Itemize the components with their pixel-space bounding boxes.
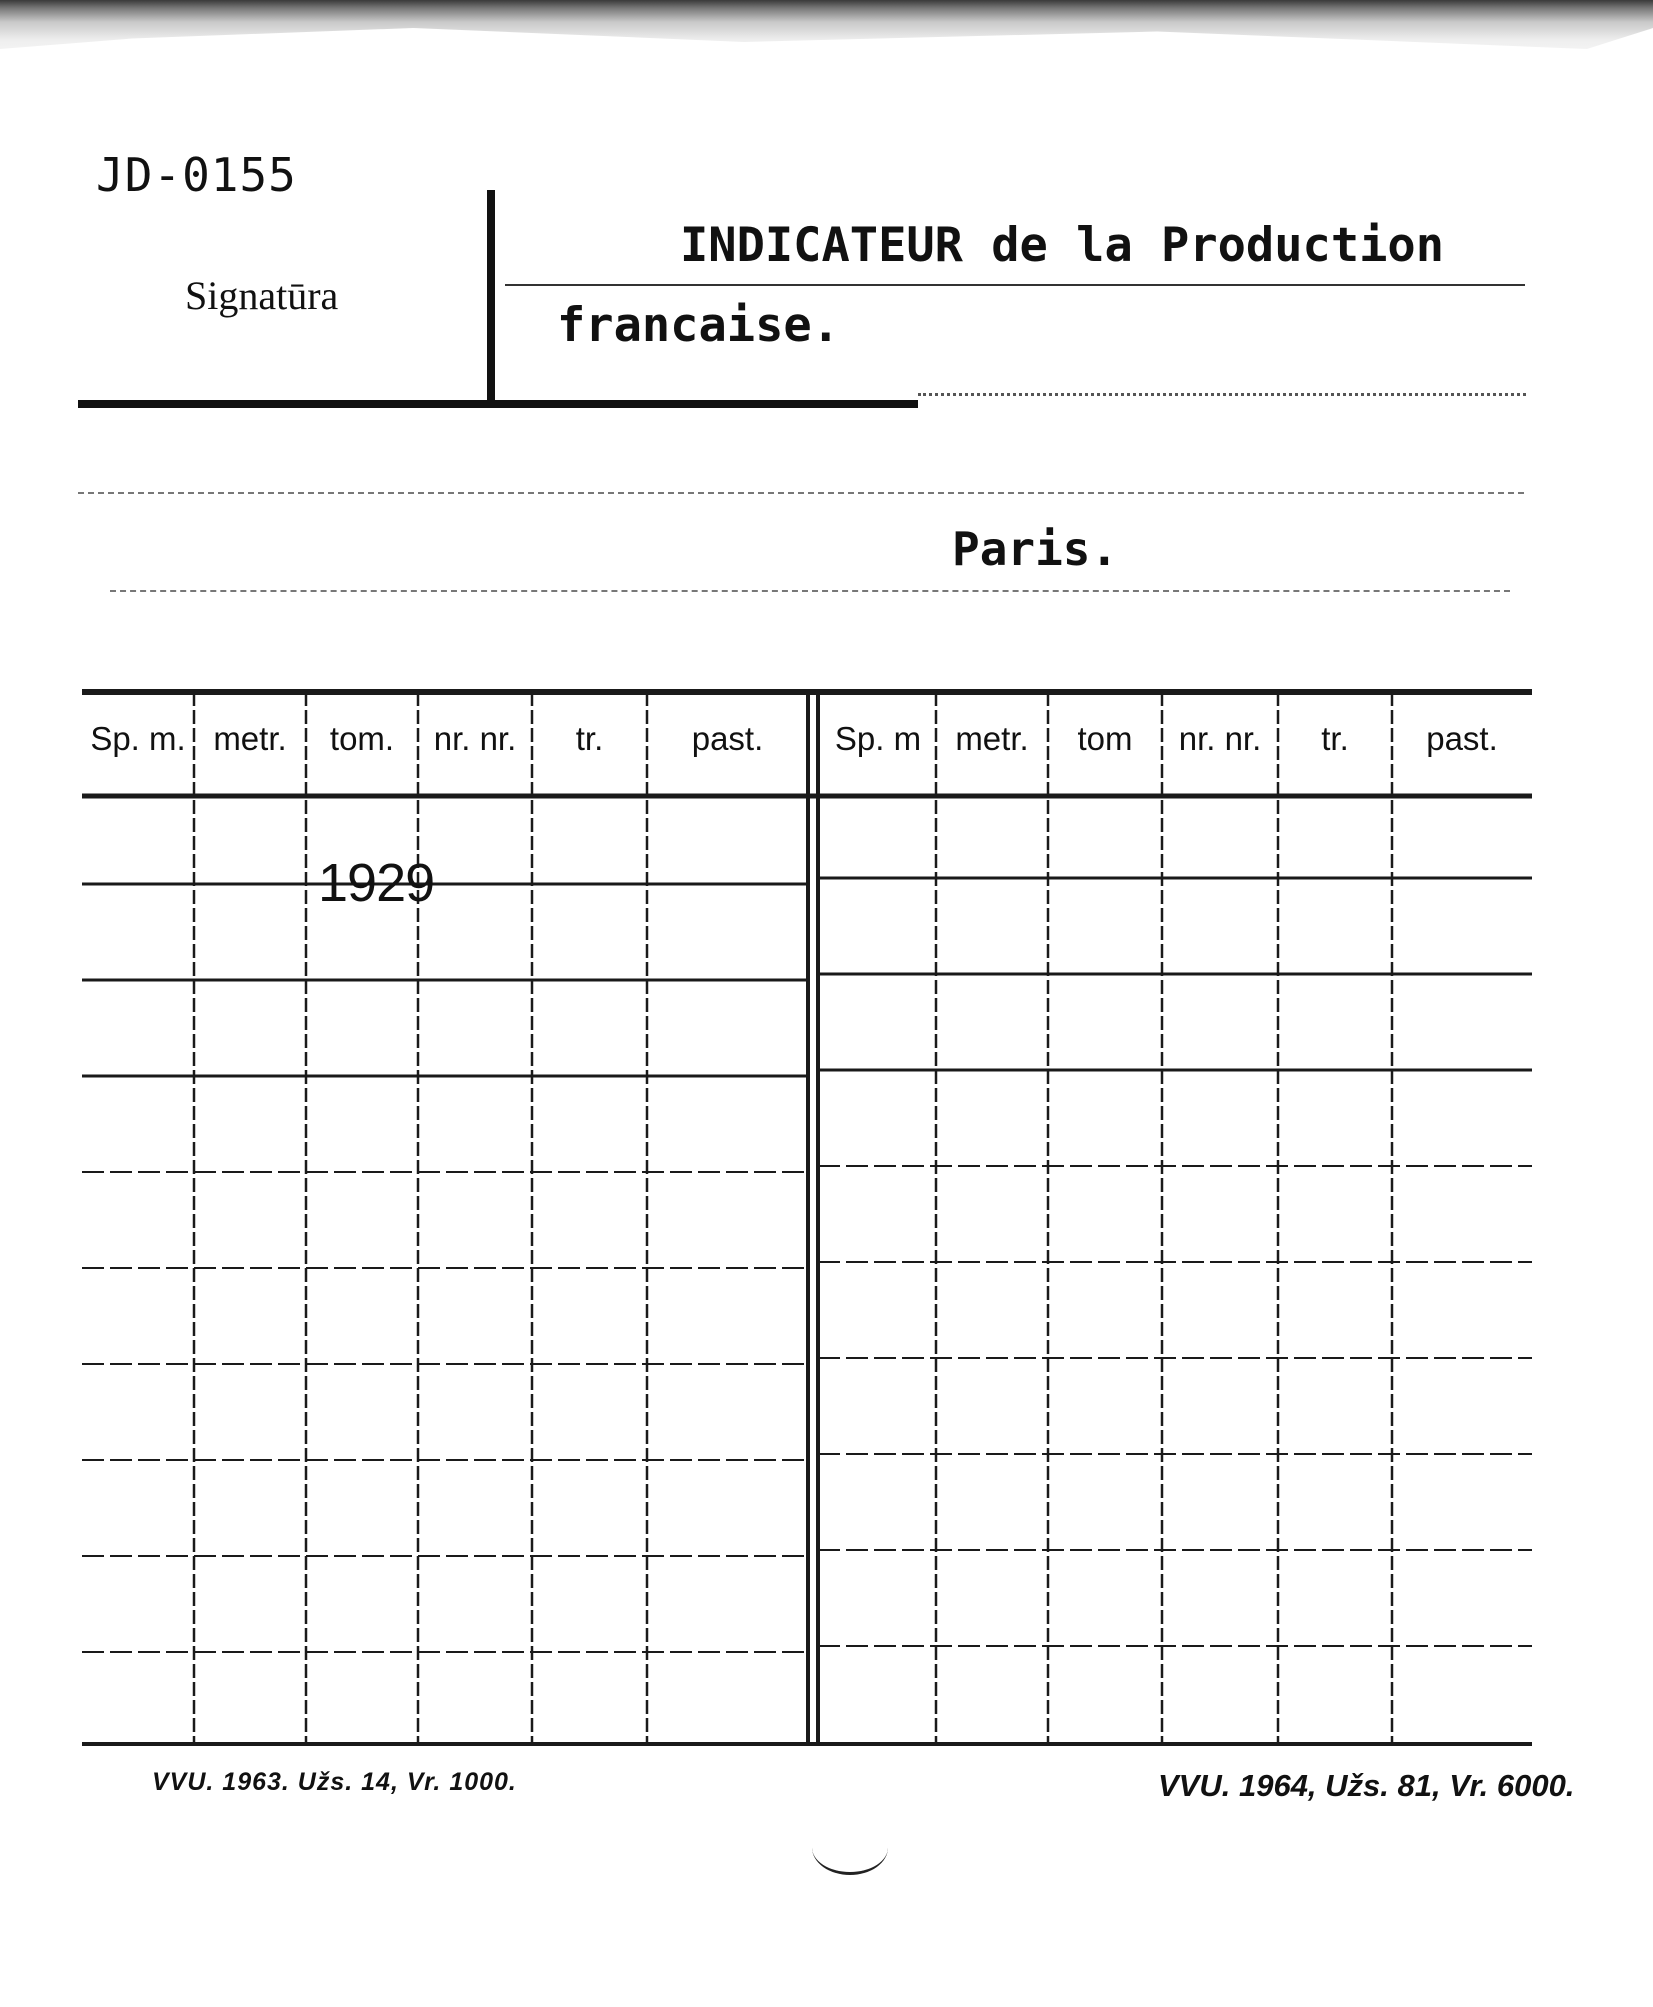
title-line-1: INDICATEUR de la Production <box>680 218 1445 273</box>
right-column-header: nr. nr. <box>1178 720 1262 757</box>
holdings-ledger-table <box>82 684 1532 1750</box>
ledger-grid <box>82 684 1532 1750</box>
header-vertical-divider <box>487 190 495 400</box>
reference-code: JD-0155 <box>96 148 297 202</box>
archive-note-right: VVU. 1964, Užs. 81, Vr. 6000. <box>1158 1768 1575 1803</box>
blank-line-2 <box>110 590 1510 592</box>
right-column-header: past. <box>1426 720 1498 757</box>
place-of-publication: Paris. <box>952 522 1119 576</box>
header-rule-faded <box>918 393 1526 396</box>
right-column-header: Sp. m <box>834 720 922 757</box>
right-column-header: tom <box>1077 720 1133 757</box>
left-column-header: tr. <box>575 720 604 757</box>
scanned-card-top-edge <box>0 0 1653 70</box>
archive-note-left: VVU. 1963. Užs. 14, Vr. 1000. <box>152 1768 517 1796</box>
left-column-header: past. <box>691 720 764 757</box>
title-line-2: francaise. <box>557 298 840 353</box>
blank-line-1 <box>78 492 1524 494</box>
header-rule <box>78 400 918 408</box>
left-column-header: Sp. m. <box>90 720 186 757</box>
right-column-header: tr. <box>1321 720 1349 757</box>
title-underline <box>505 284 1525 286</box>
entry-year: 1929 <box>318 853 435 913</box>
left-column-header: nr. nr. <box>433 720 517 757</box>
left-column-header: tom. <box>329 720 395 757</box>
signature-label: Signatūra <box>185 273 339 318</box>
left-column-header: metr. <box>213 720 287 757</box>
punch-hole-mark <box>812 1820 888 1875</box>
right-column-header: metr. <box>955 720 1029 757</box>
